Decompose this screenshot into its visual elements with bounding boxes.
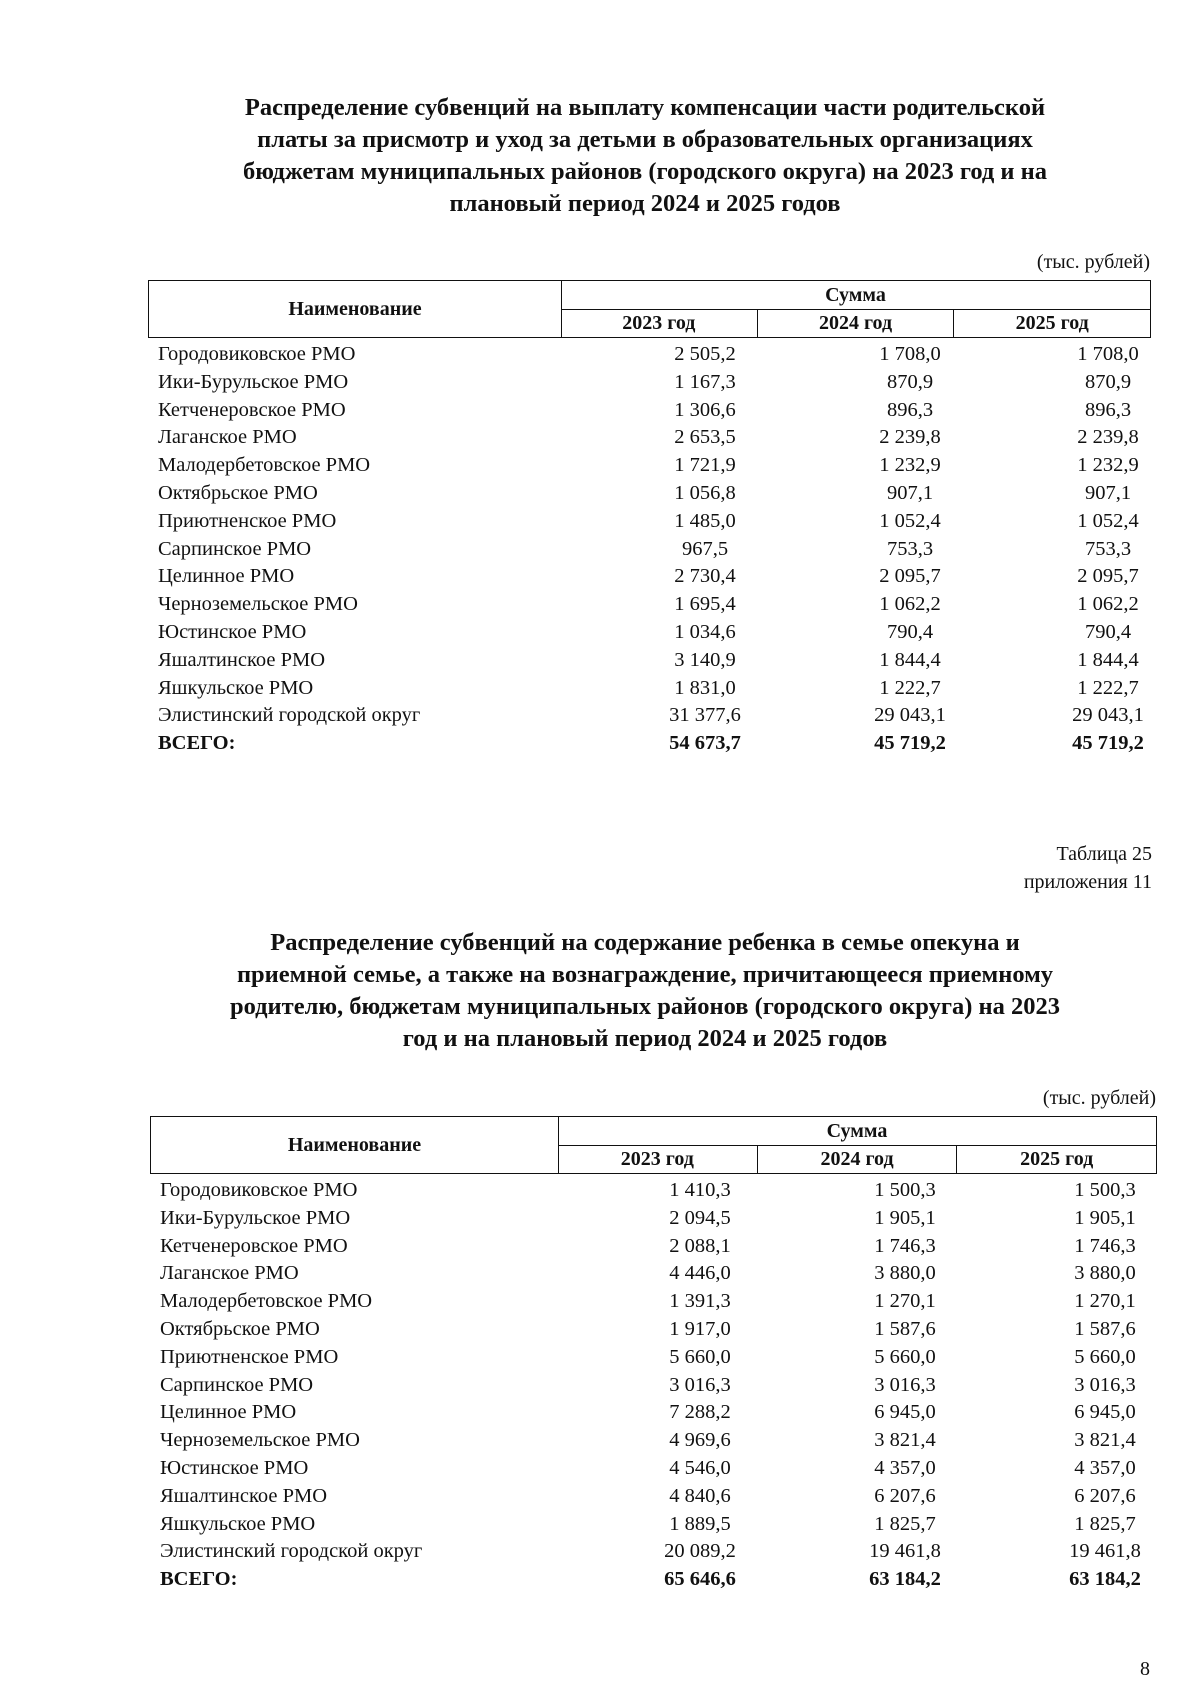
amount-cell: 1 062,2 bbox=[1077, 593, 1139, 616]
table-row bbox=[150, 341, 1150, 369]
table-row bbox=[152, 1427, 1152, 1455]
amount-cell: 20 089,2 bbox=[664, 1540, 736, 1563]
municipality-name: Приютненское РМО bbox=[158, 509, 337, 532]
amount-cell: 6 945,0 bbox=[874, 1401, 936, 1424]
amount-cell: 1 391,3 bbox=[669, 1290, 731, 1313]
amount-cell: 2 505,2 bbox=[674, 343, 736, 365]
table-row bbox=[152, 1288, 1152, 1316]
amount-cell: 907,1 bbox=[886, 481, 934, 504]
amount-cell: 1 485,0 bbox=[674, 509, 736, 532]
amount-cell: 1 746,3 bbox=[1074, 1234, 1136, 1257]
table-row bbox=[152, 1233, 1152, 1261]
amount-cell: 19 461,8 bbox=[869, 1540, 941, 1563]
municipality-name: Лаганское РМО bbox=[160, 1262, 299, 1285]
municipality-name: Элистинский городской округ bbox=[158, 704, 421, 727]
amount-cell: 3 140,9 bbox=[674, 648, 736, 671]
amount-cell: 3 821,4 bbox=[1074, 1429, 1136, 1452]
amount-cell: 1 825,7 bbox=[874, 1512, 936, 1535]
amount-cell: 1 844,4 bbox=[1077, 648, 1139, 671]
table-row bbox=[150, 508, 1150, 536]
table2-header-sum: Сумма bbox=[558, 1117, 1156, 1146]
municipality-name: Октябрьское РМО bbox=[158, 481, 318, 504]
table1-body bbox=[150, 341, 1150, 758]
table-row bbox=[150, 563, 1150, 591]
table-row bbox=[152, 1372, 1152, 1400]
amount-cell: 1 889,5 bbox=[669, 1512, 731, 1535]
amount-cell: 54 673,7 bbox=[669, 732, 741, 755]
amount-cell: 790,4 bbox=[1084, 620, 1132, 643]
amount-cell: 2 730,4 bbox=[674, 565, 736, 588]
amount-cell: 45 719,2 bbox=[1072, 732, 1144, 755]
total-label: ВСЕГО: bbox=[160, 1568, 238, 1591]
amount-cell: 1 232,9 bbox=[879, 454, 941, 477]
amount-cell: 3 016,3 bbox=[1074, 1373, 1136, 1396]
municipality-name: Целинное РМО bbox=[158, 565, 295, 588]
municipality-name: Городовиковское РМО bbox=[160, 1179, 358, 1201]
amount-cell: 4 357,0 bbox=[874, 1456, 936, 1479]
amount-cell: 870,9 bbox=[886, 370, 934, 393]
municipality-name: Яшалтинское РМО bbox=[160, 1484, 328, 1507]
amount-cell: 896,3 bbox=[1084, 398, 1132, 421]
table1-year-2025: 2025 год bbox=[1015, 311, 1089, 334]
table-row bbox=[152, 1205, 1152, 1233]
amount-cell: 967,5 bbox=[681, 537, 729, 560]
table-row bbox=[150, 675, 1150, 703]
amount-cell: 45 719,2 bbox=[874, 732, 946, 755]
table-row bbox=[150, 619, 1150, 647]
amount-cell: 29 043,1 bbox=[874, 704, 946, 727]
amount-cell: 3 016,3 bbox=[874, 1373, 936, 1396]
amount-cell: 6 207,6 bbox=[874, 1484, 936, 1507]
table-row bbox=[150, 647, 1150, 675]
municipality-name: Лаганское РМО bbox=[158, 426, 297, 449]
table2-year-2024: 2024 год bbox=[758, 1145, 958, 1173]
amount-cell: 1 917,0 bbox=[669, 1317, 731, 1340]
amount-cell: 4 546,0 bbox=[669, 1456, 731, 1479]
amount-cell: 2 095,7 bbox=[1077, 565, 1139, 588]
amount-cell: 6 945,0 bbox=[1074, 1401, 1136, 1424]
amount-cell: 1 052,4 bbox=[1077, 509, 1139, 532]
amount-cell: 1 270,1 bbox=[874, 1290, 936, 1313]
table2-title: Распределение субвенций на содержание ребенка в семье опекуна и приемной семье, а также на вознаграждение, причитающееся приемному родителю, бюджетам муниципальных районов (городского округа) на 2023 год и на плановый период 2024 и 2025 годов bbox=[229, 929, 1060, 1052]
amount-cell: 31 377,6 bbox=[669, 704, 741, 727]
amount-cell: 3 821,4 bbox=[874, 1429, 936, 1452]
amount-cell: 3 880,0 bbox=[1074, 1262, 1136, 1285]
amount-cell: 790,4 bbox=[886, 620, 934, 643]
amount-cell: 1 708,0 bbox=[879, 343, 941, 365]
amount-cell: 1 232,9 bbox=[1077, 454, 1139, 477]
table-row bbox=[152, 1260, 1152, 1288]
table-row bbox=[152, 1344, 1152, 1372]
table-row bbox=[152, 1177, 1152, 1205]
table-number: Таблица 25 bbox=[1056, 843, 1152, 865]
amount-cell: 1 825,7 bbox=[1074, 1512, 1136, 1535]
amount-cell: 1 587,6 bbox=[1074, 1317, 1136, 1340]
amount-cell: 753,3 bbox=[1084, 537, 1132, 560]
page-number: 8 bbox=[1140, 1658, 1150, 1680]
table-row bbox=[152, 1538, 1152, 1566]
amount-cell: 3 016,3 bbox=[669, 1373, 731, 1396]
amount-cell: 5 660,0 bbox=[874, 1345, 936, 1368]
table-row bbox=[152, 1316, 1152, 1344]
amount-cell: 19 461,8 bbox=[1069, 1540, 1141, 1563]
table2-header-years bbox=[558, 1145, 1156, 1173]
table-row bbox=[150, 452, 1150, 480]
municipality-name: Сарпинское РМО bbox=[158, 537, 312, 560]
amount-cell: 870,9 bbox=[1084, 370, 1132, 393]
amount-cell: 1 410,3 bbox=[669, 1179, 731, 1201]
amount-cell: 1 905,1 bbox=[874, 1206, 936, 1229]
table2-header bbox=[150, 1116, 1157, 1174]
amount-cell: 1 034,6 bbox=[674, 620, 736, 643]
municipality-name: Яшкульское РМО bbox=[158, 676, 314, 699]
amount-cell: 1 222,7 bbox=[879, 676, 941, 699]
municipality-name: Малодербетовское РМО bbox=[160, 1290, 373, 1313]
municipality-name: Кетченеровское РМО bbox=[158, 398, 346, 421]
municipality-name: Приютненское РМО bbox=[160, 1345, 339, 1368]
table2-header-name: Наименование bbox=[151, 1117, 559, 1173]
municipality-name: Черноземельское РМО bbox=[160, 1429, 360, 1452]
amount-cell: 63 184,2 bbox=[869, 1568, 941, 1591]
amount-cell: 1 056,8 bbox=[674, 481, 736, 504]
amount-cell: 1 587,6 bbox=[874, 1317, 936, 1340]
table1-header-years bbox=[561, 309, 1150, 337]
amount-cell: 4 446,0 bbox=[669, 1262, 731, 1285]
table-row bbox=[152, 1455, 1152, 1483]
amount-cell: 2 239,8 bbox=[879, 426, 941, 449]
table1-header-sum: Сумма bbox=[561, 281, 1150, 310]
amount-cell: 1 905,1 bbox=[1074, 1206, 1136, 1229]
table1-header bbox=[148, 280, 1151, 338]
amount-cell: 3 880,0 bbox=[874, 1262, 936, 1285]
table-row bbox=[152, 1399, 1152, 1427]
municipality-name: Юстинское РМО bbox=[158, 620, 307, 643]
amount-cell: 2 653,5 bbox=[674, 426, 736, 449]
amount-cell: 63 184,2 bbox=[1069, 1568, 1141, 1591]
table1-header-name: Наименование bbox=[149, 281, 562, 337]
amount-cell: 2 239,8 bbox=[1077, 426, 1139, 449]
amount-cell: 753,3 bbox=[886, 537, 934, 560]
municipality-name: Малодербетовское РМО bbox=[158, 454, 371, 477]
total-label: ВСЕГО: bbox=[158, 732, 236, 755]
table2-year-2023: 2023 год bbox=[558, 1145, 758, 1173]
amount-cell: 29 043,1 bbox=[1072, 704, 1144, 727]
amount-cell: 2 095,7 bbox=[879, 565, 941, 588]
table-row bbox=[150, 702, 1150, 730]
amount-cell: 1 695,4 bbox=[674, 593, 736, 616]
amount-cell: 1 306,6 bbox=[674, 398, 736, 421]
municipality-name: Сарпинское РМО bbox=[160, 1373, 314, 1396]
amount-cell: 1 831,0 bbox=[674, 676, 736, 699]
amount-cell: 2 094,5 bbox=[669, 1206, 731, 1229]
municipality-name: Октябрьское РМО bbox=[160, 1317, 320, 1340]
table1-units: (тыс. рублей) bbox=[1036, 251, 1150, 273]
table-row bbox=[150, 536, 1150, 564]
municipality-name: Кетченеровское РМО bbox=[160, 1234, 348, 1257]
table-total-row bbox=[152, 1566, 1152, 1594]
table-row bbox=[150, 591, 1150, 619]
amount-cell: 1 500,3 bbox=[1074, 1179, 1136, 1201]
amount-cell: 896,3 bbox=[886, 398, 934, 421]
appendix-number: приложения 11 bbox=[1023, 871, 1152, 893]
amount-cell: 1 708,0 bbox=[1077, 343, 1139, 365]
table-reference bbox=[900, 840, 1152, 896]
municipality-name: Ики-Бурульское РМО bbox=[158, 370, 349, 393]
municipality-name: Городовиковское РМО bbox=[158, 343, 356, 365]
table-row bbox=[152, 1483, 1152, 1511]
amount-cell: 5 660,0 bbox=[1074, 1345, 1136, 1368]
municipality-name: Целинное РМО bbox=[160, 1401, 297, 1424]
municipality-name: Яшкульское РМО bbox=[160, 1512, 316, 1535]
amount-cell: 7 288,2 bbox=[669, 1401, 731, 1424]
amount-cell: 1 062,2 bbox=[879, 593, 941, 616]
table2-units: (тыс. рублей) bbox=[1042, 1087, 1156, 1109]
table1-year-2023: 2023 год bbox=[561, 309, 758, 337]
amount-cell: 6 207,6 bbox=[1074, 1484, 1136, 1507]
amount-cell: 1 052,4 bbox=[879, 509, 941, 532]
municipality-name: Ики-Бурульское РМО bbox=[160, 1206, 351, 1229]
table-row bbox=[150, 424, 1150, 452]
amount-cell: 65 646,6 bbox=[664, 1568, 736, 1591]
amount-cell: 1 270,1 bbox=[1074, 1290, 1136, 1313]
municipality-name: Элистинский городской округ bbox=[160, 1540, 423, 1563]
amount-cell: 1 500,3 bbox=[874, 1179, 936, 1201]
municipality-name: Черноземельское РМО bbox=[158, 593, 358, 616]
municipality-name: Юстинское РМО bbox=[160, 1456, 309, 1479]
amount-cell: 5 660,0 bbox=[669, 1345, 731, 1368]
amount-cell: 1 222,7 bbox=[1077, 676, 1139, 699]
municipality-name: Яшалтинское РМО bbox=[158, 648, 326, 671]
table2-body bbox=[152, 1177, 1152, 1594]
table-row bbox=[150, 397, 1150, 425]
table2-year-2025: 2025 год bbox=[1020, 1147, 1094, 1170]
amount-cell: 1 721,9 bbox=[674, 454, 736, 477]
table-row bbox=[150, 480, 1150, 508]
amount-cell: 4 840,6 bbox=[669, 1484, 731, 1507]
table-row bbox=[150, 369, 1150, 397]
table-row bbox=[152, 1511, 1152, 1539]
amount-cell: 1 167,3 bbox=[674, 370, 736, 393]
amount-cell: 1 746,3 bbox=[874, 1234, 936, 1257]
amount-cell: 1 844,4 bbox=[879, 648, 941, 671]
amount-cell: 2 088,1 bbox=[669, 1234, 731, 1257]
table1-title: Распределение субвенций на выплату компенсации части родительской платы за присмотр и уход за детьми в образовательных организациях бюджетам муниципальных районов (городского округа) на 2023 год и на плановый период 2024 и 2025 годов bbox=[242, 94, 1047, 217]
amount-cell: 4 969,6 bbox=[669, 1429, 731, 1452]
table-total-row bbox=[150, 730, 1150, 758]
amount-cell: 907,1 bbox=[1084, 481, 1132, 504]
table1-year-2024: 2024 год bbox=[758, 309, 955, 337]
amount-cell: 4 357,0 bbox=[1074, 1456, 1136, 1479]
